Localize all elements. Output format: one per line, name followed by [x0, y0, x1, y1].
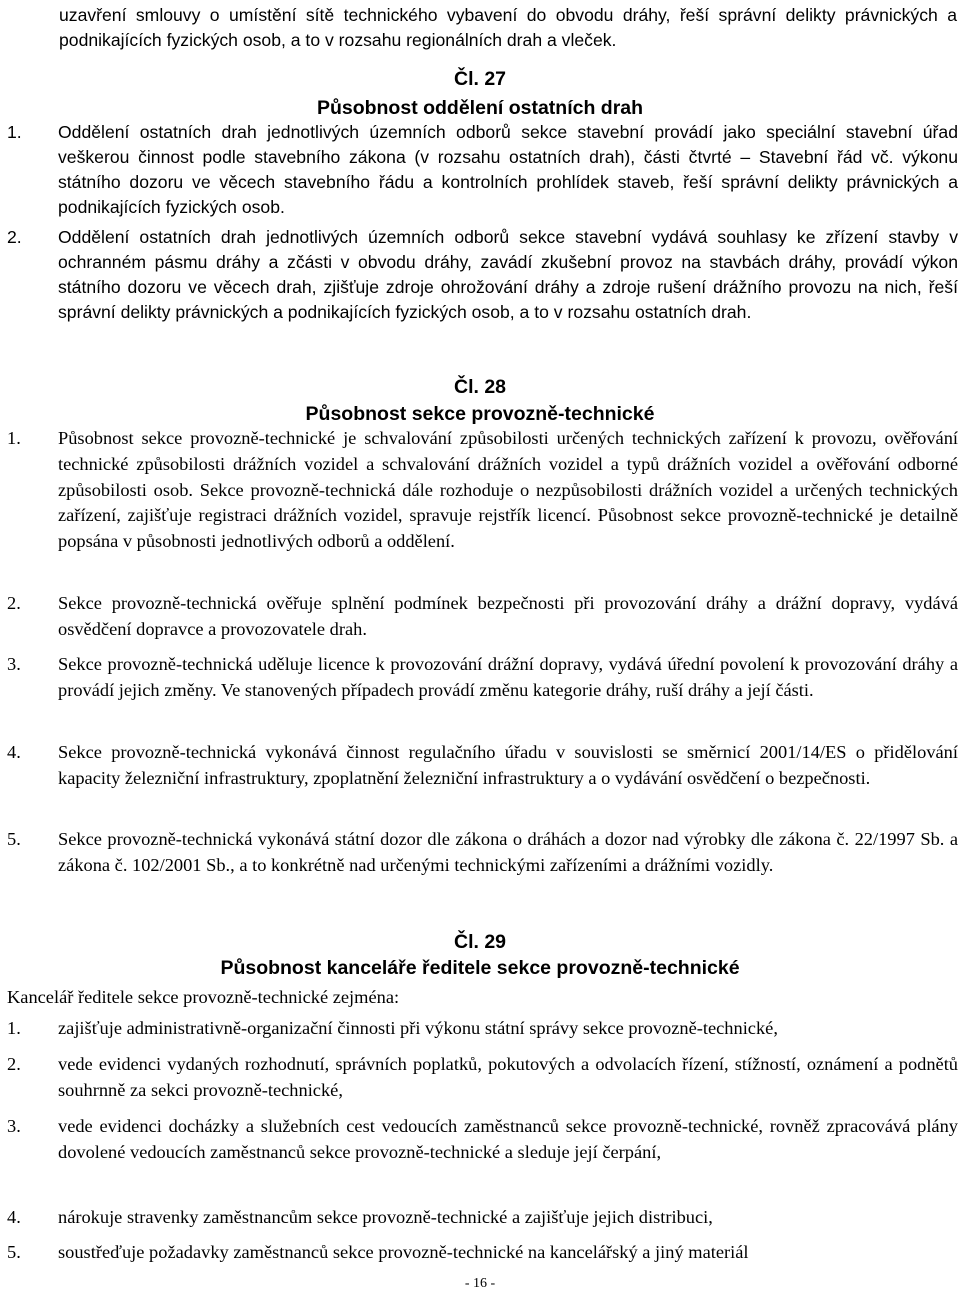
item-number: 2.	[7, 1054, 21, 1074]
article-28-title: Působnost sekce provozně-technické	[305, 403, 655, 425]
article-29-number: Čl. 29	[453, 931, 507, 953]
item-number: 5.	[7, 1242, 21, 1262]
item-text: vede evidenci docházky a služebních cest vedoucích zaměstnanců sekce provozně-technické, rovněž zpracovává plány dovolené vedoucích zaměstnanců sekce provozně-technické a sleduje její čerpání,	[58, 1116, 958, 1162]
item-number: 5.	[7, 829, 21, 849]
item-number: 4.	[7, 1207, 21, 1227]
article-27-number: Čl. 27	[453, 68, 507, 90]
item-text: Oddělení ostatních drah jednotlivých územních odborů sekce stavební provádí jako speciální stavební úřad veškerou činnost podle stavebního zákona (v rozsahu ostatních drah), části čtvrté – Stavební řád vč. výkonu státního dozoru ve věcech stavebního řádu a kontrolních prohlídek staveb, řeší správní delikty právnických a podnikajících fyzických osob.	[58, 122, 958, 217]
item-number: 1.	[7, 1018, 21, 1038]
article-29-lead: Kancelář ředitele sekce provozně-technické zejména:	[7, 987, 400, 1007]
item-number: 3.	[7, 1116, 21, 1136]
item-text: soustřeďuje požadavky zaměstnanců sekce provozně-technické na kancelářský a jiný materiál	[58, 1242, 749, 1262]
item-number: 1.	[7, 428, 21, 448]
item-number: 4.	[7, 742, 21, 762]
item-text: Sekce provozně-technická ověřuje splnění podmínek bezpečnosti při provozování dráhy a drážní dopravy, vydává osvědčení dopravce a provozovatele drah.	[58, 593, 958, 639]
item-text: nárokuje stravenky zaměstnancům sekce provozně-technické a zajišťuje jejich distribuci,	[58, 1207, 713, 1227]
item-text: Sekce provozně-technická uděluje licence k provozování drážní dopravy, vydává úřední povolení k provozování dráhy a provádí jejich změny. Ve stanovených případech provádí změnu kategorie dráhy, ruší dráhy a její části.	[58, 654, 958, 700]
item-text: Sekce provozně-technická vykonává státní dozor dle zákona o dráhách a dozor nad výrobky dle zákona č. 22/1997 Sb. a zákona č. 102/2001 Sb., a to konkrétně nad určenými technickými zařízeními a drážními vozidly.	[58, 829, 958, 875]
page-number: - 16 -	[464, 1276, 496, 1291]
item-number: 1.	[7, 122, 22, 142]
article-28-number: Čl. 28	[453, 376, 507, 398]
item-text: Oddělení ostatních drah jednotlivých územních odborů sekce stavební vydává souhlasy ke zřízení stavby v ochranném pásmu dráhy a zčásti v obvodu dráhy, zavádí zkušební provoz na stavbách dráhy, provádí výkon státního dozoru ve věcech drah, zjišťuje zdroje ohrožování dráhy a zdroje rušení drážního provozu na nich, řeší správní delikty právnických a podnikajících fyzických osob, a to v rozsahu ostatních drah.	[58, 227, 958, 322]
item-text: zajišťuje administrativně-organizační činnosti při výkonu státní správy sekce provozně-technické,	[58, 1018, 778, 1038]
item-number: 2.	[7, 227, 22, 247]
item-text: Působnost sekce provozně-technické je schvalování způsobilosti určených technických zařízení k provozu, ověřování technické způsobilosti drážních vozidel a schvalování drážních vozidel a typů drážních vozidel a ověřování odborné způsobilosti osob. Sekce provozně-technická dále rozhoduje o nezpůsobilosti drážních vozidel a určených technických zařízení, zajišťuje registraci drážních vozidel, spravuje rejstřík licencí. Působnost sekce provozně-technické je detailně popsána v působnosti jednotlivých odborů a oddělení.	[58, 428, 958, 552]
item-text: vede evidenci vydaných rozhodnutí, správních poplatků, pokutových a odvolacích řízení, stížností, oznámení a podnětů souhrnně za sekci provozně-technické,	[58, 1054, 958, 1100]
item-number: 2.	[7, 593, 21, 613]
intro-paragraph: uzavření smlouvy o umístění sítě technického vybavení do obvodu dráhy, řeší správní delikty právnických a podnikajících fyzických osob, a to v rozsahu regionálních drah a vleček.	[59, 5, 957, 50]
article-29-title: Působnost kanceláře ředitele sekce provozně-technické	[220, 957, 740, 979]
item-number: 3.	[7, 654, 21, 674]
item-text: Sekce provozně-technická vykonává činnost regulačního úřadu v souvislosti se směrnicí 2001/14/ES o přidělování kapacity železniční infrastruktury, zpoplatnění železniční infrastruktury a o vydávání osvědčení o bezpečnosti.	[58, 742, 958, 788]
article-27-title: Působnost oddělení ostatních drah	[316, 97, 644, 119]
